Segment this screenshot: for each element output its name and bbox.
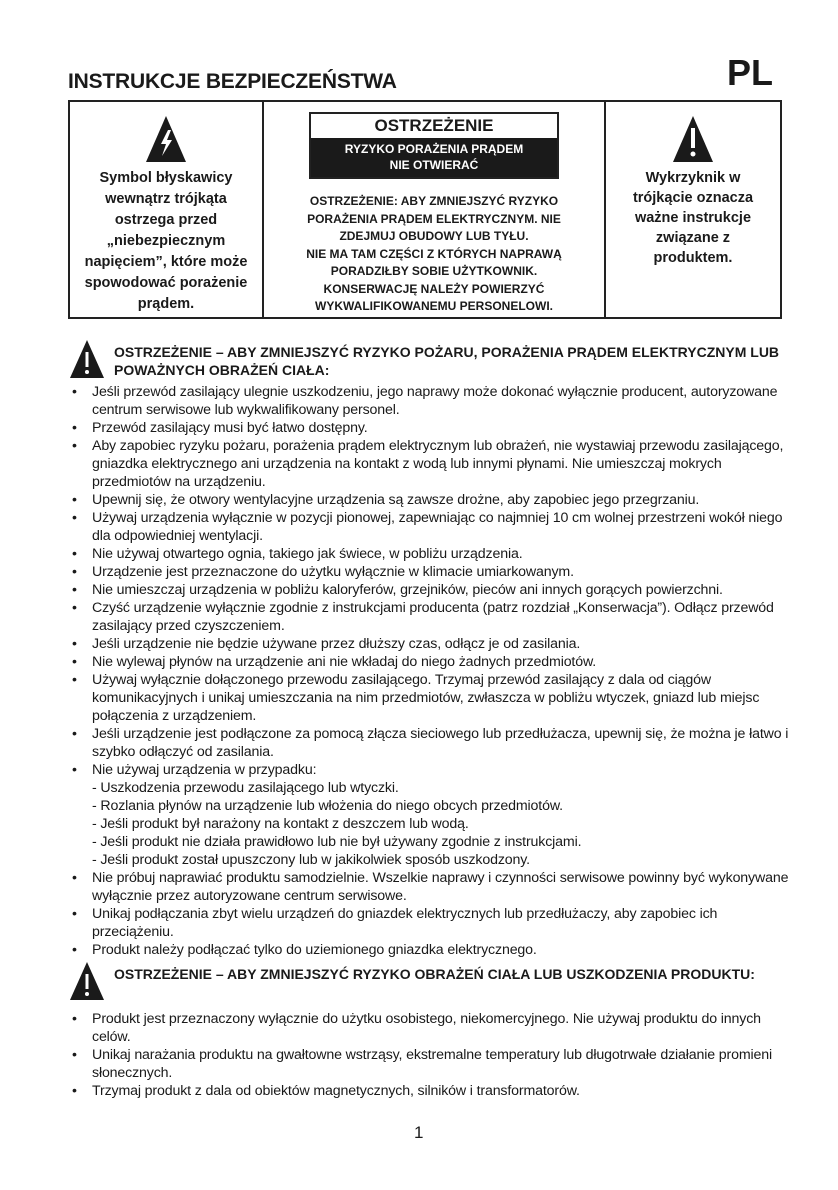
safety-list — [70, 383, 790, 959]
list-item: • Unikaj narażania produktu na gwałtowne wstrząsy, ekstremalne temperatury lub długotrwałe działanie promieni słonecznych. — [72, 1047, 773, 1081]
section-heading: OSTRZEŻENIE – ABY ZMNIEJSZYĆ RYZYKO POŻARU, PORAŻENIA PRĄDEM ELEKTRYCZNYM LUB POWAŻNYCH OBRAŻEŃ CIAŁA: — [114, 344, 780, 378]
symbols-table — [68, 100, 782, 319]
list-item: • Nie używaj otwartego ognia, takiego jak świece, w pobliżu urządzenia. — [72, 546, 523, 562]
list-item: • Unikaj podłączania zbyt wielu urządzeń do gniazdek elektrycznych lub przedłużaczy, aby zapobiec ich przeciążeniu. — [72, 906, 718, 940]
list-item: • Jeśli urządzenie jest podłączone za pomocą złącza sieciowego lub przedłużacza, upewnij się, że można je łatwo i szybko odłączyć od zasilania. — [72, 726, 789, 760]
list-item: • Nie próbuj naprawiać produktu samodzielnie. Wszelkie naprawy i czynności serwisowe powinny być wykonywane wyłącznie przez autoryzowane centrum serwisowe. — [72, 870, 789, 904]
list-item: • Używaj wyłącznie dołączonego przewodu zasilającego. Trzymaj przewód zasilający z dala od ciągów komunikacyjnych i unikaj umieszczania na nim przedmiotów, zwłaszcza w pobliżu wtyczek, gniazd lub miejsc połączenia z urządzeniem. — [72, 672, 760, 724]
warning-line: ZDEJMUJ OBUDOWY LUB TYŁU. — [339, 229, 529, 243]
list-item: • Przewód zasilający musi być łatwo dostępny. — [72, 420, 368, 436]
warning-line: PORADZIŁBY SOBIE UŻYTKOWNIK. — [330, 264, 538, 278]
warning-sub1: RYZYKO PORAŻENIA PRĄDEM — [344, 142, 524, 156]
warning-line: OSTRZEŻENIE: ABY ZMNIEJSZYĆ RYZYKO — [309, 194, 559, 208]
list-item: • Produkt należy podłączać tylko do uziemionego gniazdka elektrycznego. — [72, 942, 537, 958]
safety-section-2 — [70, 962, 790, 1100]
page-title: INSTRUKCJE BEZPIECZEŃSTWA — [68, 70, 397, 93]
list-item: • Urządzenie jest przeznaczone do użytku wyłącznie w klimacie umiarkowanym. — [72, 564, 574, 580]
list-item: • Aby zapobiec ryzyku pożaru, porażenia prądem elektrycznym lub obrażeń, nie wystawiaj przewodu zasilającego, gniazdka elektrycznego ani urządzenia na kontakt z wodą lub innymi płynami. Nie umieszczaj mokrych przedmiotów na urządzeniu. — [72, 438, 784, 490]
list-item: • Trzymaj produkt z dala od obiektów magnetycznych, silników i transformatorów. — [72, 1083, 580, 1099]
page-number: 1 — [414, 1123, 424, 1142]
safety-list — [70, 1010, 790, 1100]
language-code: PL — [727, 52, 774, 93]
warning-label-box — [309, 112, 559, 179]
list-item: • Upewnij się, że otwory wentylacyjne urządzenia są zawsze drożne, aby zapobiec jego przegrzaniu. — [72, 492, 700, 508]
section-heading: OSTRZEŻENIE – ABY ZMNIEJSZYĆ RYZYKO OBRAŻEŃ CIAŁA LUB USZKODZENIA PRODUKTU: — [114, 966, 755, 982]
sub-item: - Rozlania płynów na urządzenie lub włożenia do niego obcych przedmiotów. — [92, 798, 563, 814]
exclamation-symbol-cell — [606, 102, 780, 317]
exclamation-warning-icon — [70, 962, 104, 1000]
list-item: • Używaj urządzenia wyłącznie w pozycji pionowej, zapewniając co najmniej 10 cm wolnej przestrzeni wokół niego dla odpowiedniej wentylacji. — [72, 510, 783, 544]
sub-item: - Uszkodzenia przewodu zasilającego lub wtyczki. — [92, 780, 399, 796]
warning-text — [264, 193, 604, 316]
exclamation-symbol-text: Wykrzyknik w trójkącie oznacza ważne instrukcje związane z produktem. — [632, 170, 754, 266]
lightning-warning-icon — [146, 116, 186, 162]
exclamation-warning-icon — [70, 340, 104, 378]
sub-item: - Jeśli produkt nie działa prawidłowo lub nie był używany zgodnie z instrukcjami. — [92, 834, 582, 850]
warning-line: PORAŻENIA PRĄDEM ELEKTRYCZNYM. NIE — [307, 211, 561, 226]
safety-section-1 — [70, 340, 790, 959]
list-item: • Nie umieszczaj urządzenia w pobliżu kaloryferów, grzejników, pieców ani innych gorących powierzchni. — [72, 582, 723, 598]
sub-item: - Jeśli produkt został upuszczony lub w jakikolwiek sposób uszkodzony. — [92, 852, 530, 868]
warning-line: WYKWALIFIKOWANEMU PERSONELOWI. — [315, 299, 553, 313]
list-item: • Produkt jest przeznaczony wyłącznie do użytku osobistego, niekomercyjnego. Nie używaj produktu do innych celów. — [72, 1011, 761, 1045]
list-item: • Jeśli urządzenie nie będzie używane przez dłuższy czas, odłącz je od zasilania. — [72, 636, 581, 652]
warning-sub2: NIE OTWIERAĆ — [389, 158, 479, 172]
sub-item: - Jeśli produkt był narażony na kontakt z deszczem lub wodą. — [92, 816, 469, 832]
warning-cell — [264, 102, 606, 317]
list-item: • Nie używaj urządzenia w przypadku: - Uszkodzenia przewodu zasilającego lub wtyczki. - Rozlania płynów na urządzenie lub włożenia do niego obcych przedmiotów. - Jeśli produkt był narażony na kontakt z deszczem lub wodą. - Jeśli produkt nie działa prawidłowo lub nie był używany zgodnie z instrukcjami. - Jeśli produkt został upuszczony lub w jakikolwiek sposób uszkodzony. — [70, 761, 790, 869]
lightning-symbol-cell — [70, 102, 264, 317]
lightning-symbol-text: Symbol błyskawicy wewnątrz trójkąta ostrzega przed „niebezpiecznym napięciem”, które może spowodować porażenie prądem. — [84, 170, 248, 312]
exclamation-warning-icon — [673, 116, 713, 162]
list-item: • Jeśli przewód zasilający ulegnie uszkodzeniu, jego naprawy może dokonać wyłącznie producent, autoryzowane centrum serwisowe lub wykwalifikowany personel. — [72, 384, 778, 418]
warning-label: OSTRZEŻENIE — [374, 116, 494, 135]
list-item: • Nie wylewaj płynów na urządzenie ani nie wkładaj do niego żadnych przedmiotów. — [72, 654, 597, 670]
warning-line: KONSERWACJĘ NALEŻY POWIERZYĆ — [323, 281, 545, 296]
list-item: • Czyść urządzenie wyłącznie zgodnie z instrukcjami producenta (patrz rozdział „Konserwacja”). Odłącz przewód zasilający przed czyszczeniem. — [72, 600, 774, 634]
warning-line: NIE MA TAM CZĘŚCI Z KTÓRYCH NAPRAWĄ — [306, 246, 562, 261]
